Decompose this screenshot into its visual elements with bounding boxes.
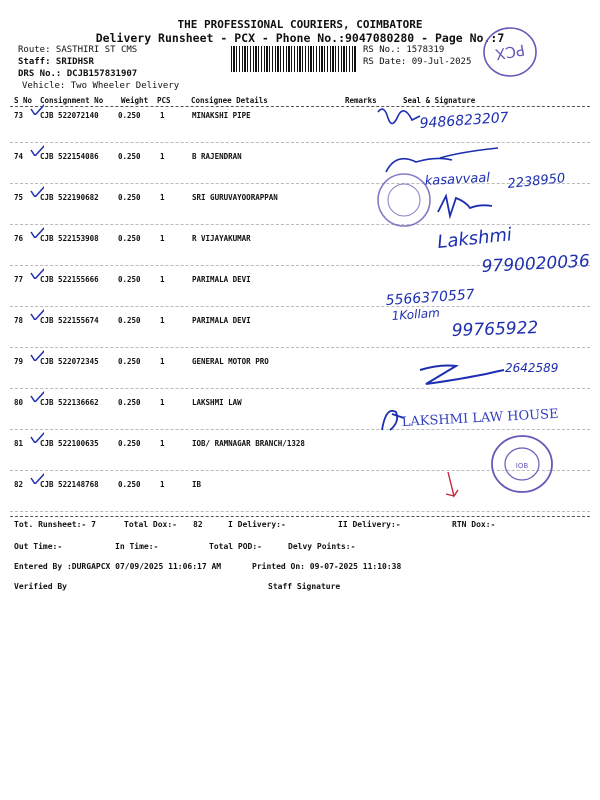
verified-by: Verified By (14, 582, 67, 591)
row-sno: 78 (14, 316, 24, 325)
signature-75: 2238950 (506, 171, 567, 192)
row-pcs: 1 (160, 398, 165, 407)
pcx-stamp-text: PCX (493, 40, 527, 64)
total-dox-label: Total Dox:- (124, 520, 177, 529)
signature-75-name: kasavvaal (424, 170, 491, 189)
row-sno: 73 (14, 111, 24, 120)
row-weight: 0.250 (118, 398, 141, 407)
col-seal-signature: Seal & Signature (403, 96, 476, 105)
row-consignee: IB (192, 480, 202, 489)
tot-runsheet: Tot. Runsheet:- 7 (14, 520, 96, 529)
row-sno: 76 (14, 234, 24, 243)
row-consignment-no: CJB 522148768 (40, 480, 99, 489)
staff-signature: Staff Signature (268, 582, 341, 591)
row-sno: 81 (14, 439, 24, 448)
row-consignee: IOB/ RAMNAGAR BRANCH/1328 (192, 439, 305, 448)
row-pcs: 1 (160, 193, 165, 202)
i-delivery: I Delivery:- (228, 520, 286, 529)
signature-78: 99765922 (451, 317, 539, 341)
row-pcs: 1 (160, 275, 165, 284)
row-consignment-no: CJB 522072345 (40, 357, 99, 366)
row-sno: 77 (14, 275, 24, 284)
out-time: Out Time:- (14, 542, 63, 551)
drs-label: DRS No.: DCJB157831907 (18, 69, 138, 79)
col-consignment: Consignment No (40, 96, 104, 105)
signature-80: LAKSHMI LAW HOUSE (401, 406, 559, 430)
row-pcs: 1 (160, 234, 165, 243)
signature-76: 9790020036 (481, 251, 591, 277)
row-consignee: SRI GURUVAYOORAPPAN (192, 193, 278, 202)
row-sno: 75 (14, 193, 24, 202)
col-remarks: Remarks (345, 96, 377, 105)
col-pcs: PCS (157, 96, 171, 105)
signature-79: 2642589 (505, 361, 559, 375)
row-weight: 0.250 (118, 480, 141, 489)
runsheet-title: Delivery Runsheet - PCX - Phone No.:9047080280 - Page No.:7 (95, 31, 505, 45)
row-consignment-no: CJB 522072140 (40, 111, 99, 120)
row-pcs: 1 (160, 316, 165, 325)
svg-text:Lakshmi: Lakshmi (436, 224, 513, 253)
row-sno: 82 (14, 480, 24, 489)
row-consignee: PARIMALA DEVI (192, 316, 251, 325)
col-consignee: Consignee Details (191, 96, 268, 105)
row-weight: 0.250 (118, 316, 141, 325)
row-consignment-no: CJB 522155666 (40, 275, 99, 284)
row-consignee: MINAKSHI PIPE (192, 111, 251, 120)
row-consignment-no: CJB 522154086 (40, 152, 99, 161)
row-consignment-no: CJB 522153908 (40, 234, 99, 243)
staff-label: Staff: SRIDHSR (18, 57, 94, 67)
row-weight: 0.250 (118, 275, 141, 284)
total-dox-value: 82 (193, 520, 203, 529)
col-sno: S No (14, 96, 33, 105)
row-weight: 0.250 (118, 234, 141, 243)
vehicle-label: Vehicle: Two Wheeler Delivery (22, 81, 180, 91)
row-weight: 0.250 (118, 439, 141, 448)
row-weight: 0.250 (118, 111, 141, 120)
row-consignment-no: CJB 522136662 (40, 398, 99, 407)
signature-77: 5566370557 (385, 286, 476, 309)
totals-divider (10, 516, 590, 517)
delvy-points: Delvy Points:- (288, 542, 356, 551)
route-label: Route: SASTHIRI ST CMS (18, 45, 138, 55)
row-sno: 79 (14, 357, 24, 366)
total-pod: Total POD:- (209, 542, 262, 551)
svg-text:IOB: IOB (515, 462, 529, 470)
ii-delivery: II Delivery:- (338, 520, 401, 529)
row-pcs: 1 (160, 439, 165, 448)
row-weight: 0.250 (118, 193, 141, 202)
row-pcs: 1 (160, 152, 165, 161)
row-sno: 80 (14, 398, 24, 407)
printed-on: Printed On: 09-07-2025 11:10:38 (252, 562, 402, 571)
row-consignment-no: CJB 522190682 (40, 193, 99, 202)
signature-73: 9486823207 (419, 109, 510, 132)
row-weight: 0.250 (118, 152, 141, 161)
row-consignment-no: CJB 522100635 (40, 439, 99, 448)
rs-date: RS Date: 09-Jul-2025 (363, 57, 472, 67)
row-consignee: R VIJAYAKUMAR (192, 234, 251, 243)
row-consignee: PARIMALA DEVI (192, 275, 251, 284)
entered-by: Entered By :DURGAPCX 07/09/2025 11:06:17 AM (14, 562, 222, 571)
col-weight: Weight (121, 96, 149, 105)
row-consignee: GENERAL MOTOR PRO (192, 357, 269, 366)
row-consignment-no: CJB 522155674 (40, 316, 99, 325)
rs-number: RS No.: 1578319 (363, 45, 445, 55)
company-name: THE PROFESSIONAL COURIERS, COIMBATORE (177, 18, 423, 31)
row-pcs: 1 (160, 357, 165, 366)
row-weight: 0.250 (118, 357, 141, 366)
row-consignee: LAKSHMI LAW (192, 398, 242, 407)
row-consignee: B RAJENDRAN (192, 152, 242, 161)
rtn-dox: RTN Dox:- (452, 520, 496, 529)
row-sno: 74 (14, 152, 24, 161)
row-pcs: 1 (160, 480, 165, 489)
row-pcs: 1 (160, 111, 165, 120)
svg-text:1Kollam: 1Kollam (391, 305, 441, 323)
in-time: In Time:- (115, 542, 159, 551)
